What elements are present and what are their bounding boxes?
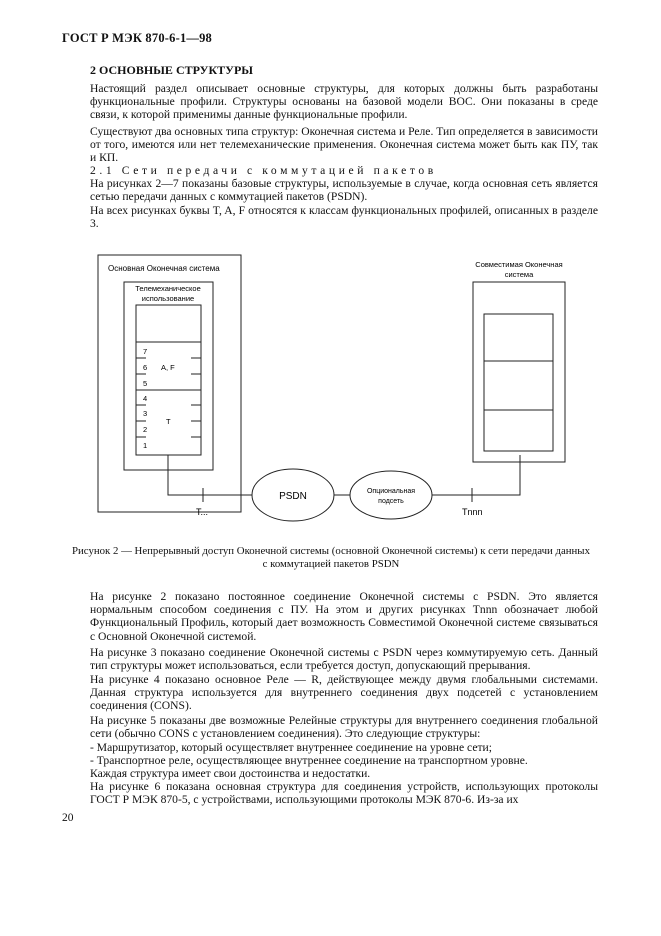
- subsection-paragraph-1: На рисунках 2—7 показаны базовые структуры, используемые в случае, когда основная сеть является сетью передачи данных с коммутацией пакетов (PSDN).: [90, 177, 598, 204]
- right-reference-label: Tnnn: [462, 507, 483, 517]
- figure-caption: Рисунок 2 — Непрерывный доступ Оконечной системы (основной Оконечной системы) к сети передачи данных с коммутацией пакетов PSDN: [72, 545, 590, 570]
- subsection-paragraph-2: На всех рисунках буквы T, A, F относятся к классам функциональных профилей, описанных в разделе 3.: [90, 204, 598, 231]
- layer-6: 6: [143, 363, 148, 372]
- layer-2: 2: [143, 425, 148, 434]
- page-number: 20: [62, 812, 74, 824]
- body-paragraph-1: На рисунке 2 показано постоянное соединение Оконечной системы с PSDN. Это является нормальным способом соединения с ПУ. На этом и других рисунках Tnnn обозначает любой Функциональный Профиль, который дает возможность Совместимой Оконечной системе связываться с Основной Оконечной системой.: [90, 590, 598, 643]
- layer-7: 7: [143, 347, 148, 356]
- main-end-system-label: Основная Оконечная система: [108, 264, 220, 273]
- intro-paragraph-2: Существуют два основных типа структур: Оконечная система и Реле. Тип определяется в зависимости от того, имеются или нет телемеханические применения. Оконечная система может быть как ПУ, так и КП.: [90, 125, 598, 165]
- list-item-1: - Маршрутизатор, который осуществляет внутреннее соединение на уровне сети;: [90, 741, 492, 754]
- layer-4: 4: [143, 394, 148, 403]
- psdn-label: PSDN: [279, 491, 307, 502]
- document-header: ГОСТ Р МЭК 870-6-1—98: [62, 31, 213, 45]
- section-title: 2 ОСНОВНЫЕ СТРУКТУРЫ: [90, 63, 254, 77]
- layer-1: 1: [143, 441, 148, 450]
- body-paragraph-4: На рисунке 5 показаны две возможные Релейные структуры для внутреннего соединения глобальной сети (обычно CONS с установлением соединения). Это следующие структуры:: [90, 714, 598, 741]
- layer-3: 3: [143, 409, 148, 418]
- closing-paragraph-1: Каждая структура имеет свои достоинства и недостатки.: [90, 767, 371, 780]
- compatible-stack: [484, 314, 553, 451]
- layer-5: 5: [143, 379, 148, 388]
- optional-subnet-label-2: подсеть: [378, 498, 404, 505]
- compatible-system-label-2: система: [504, 270, 534, 279]
- list-item-2: - Транспортное реле, осуществляющее внутреннее соединение на транспортном уровне.: [90, 754, 528, 767]
- telemech-label-2: использование: [141, 294, 195, 303]
- subsection-title: 2.1 Сети передачи с коммутацией пакетов: [90, 164, 437, 177]
- closing-paragraph-2: На рисунке 6 показана основная структура для соединения устройств, использующих протоколы ГОСТ Р МЭК 870-5, с устройствами, использующими протоколы МЭК 870-6. Из-за их: [90, 780, 598, 807]
- lower-class-label: T: [166, 417, 171, 426]
- optional-subnet-label-1: Опциональная: [366, 488, 416, 495]
- optional-subnet-ellipse: [350, 471, 432, 519]
- compatible-end-system-box: [473, 282, 565, 462]
- body-paragraph-2: На рисунке 3 показано соединение Оконечной системы с PSDN через коммутируемую сеть. Данный тип структуры может использоваться, если требуется доступ, допускающий прерывания.: [90, 646, 598, 673]
- telemech-label-1: Телемеханическое: [135, 284, 201, 293]
- telemech-box: [124, 282, 213, 470]
- left-reference-label: T...: [196, 507, 209, 517]
- body-paragraph-3: На рисунке 4 показано основное Реле — R, действующее между двумя глобальными системами. Данная структура используется для внутреннего соединения двух подсетей с установлением соединения (CONS).: [90, 673, 598, 713]
- upper-class-label: A, F: [161, 363, 175, 372]
- intro-paragraph-1: Настоящий раздел описывает основные структуры, для которых должны быть разработаны функциональные профили. Структуры основаны на базовой модели ВОС. Они показаны в среде связи, к которой применимы данные функциональные профили.: [90, 82, 598, 122]
- compatible-system-label-1: Совместимая Оконечная: [475, 260, 563, 269]
